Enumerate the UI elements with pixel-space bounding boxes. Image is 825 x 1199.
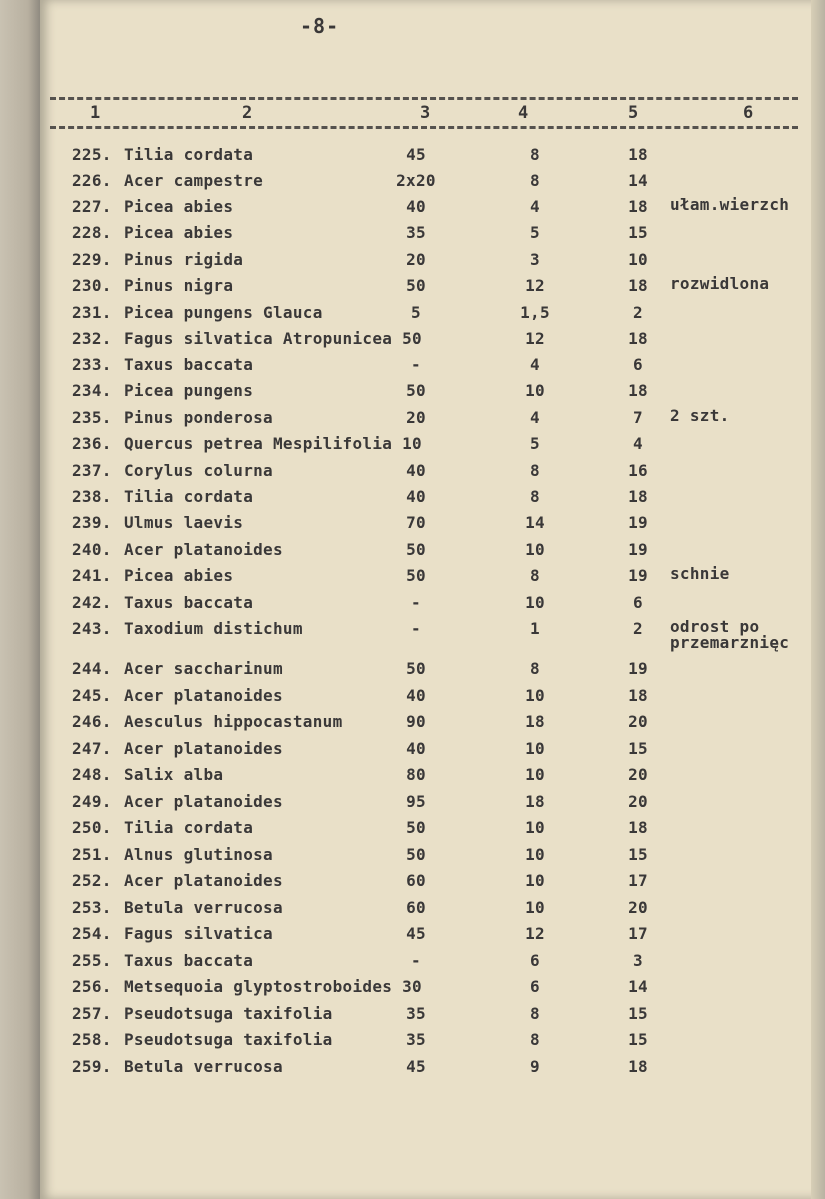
value-col-3: 40 xyxy=(406,686,426,705)
species-name: Tilia cordata xyxy=(124,145,254,164)
value-col-4: 8 xyxy=(530,461,540,480)
row-number: 259. xyxy=(72,1057,112,1076)
table-row xyxy=(0,845,825,871)
value-col-3: - xyxy=(411,355,421,374)
row-number: 233. xyxy=(72,355,112,374)
value-col-3: 60 xyxy=(406,898,426,917)
value-col-4: 1,5 xyxy=(520,303,550,322)
table-row xyxy=(0,765,825,791)
row-number: 226. xyxy=(72,171,112,190)
value-col-3: 95 xyxy=(406,792,426,811)
value-col-3: 40 xyxy=(406,461,426,480)
species-name: Taxus baccata xyxy=(124,593,254,612)
row-number: 242. xyxy=(72,593,112,612)
value-col-3: - xyxy=(411,619,421,638)
value-col-5: 16 xyxy=(628,461,648,480)
value-col-5: 20 xyxy=(628,765,648,784)
species-name: Picea abies xyxy=(124,566,234,585)
value-col-5: 20 xyxy=(628,712,648,731)
species-name: Picea pungens xyxy=(124,381,254,400)
value-col-3: 80 xyxy=(406,765,426,784)
table-row xyxy=(0,197,825,223)
header-col-2: 2 xyxy=(242,103,253,123)
table-row xyxy=(0,171,825,197)
species-name: Corylus colurna xyxy=(124,461,273,480)
value-col-5: 15 xyxy=(628,739,648,758)
value-col-3: 35 xyxy=(406,1030,426,1049)
species-name: Taxus baccata xyxy=(124,951,254,970)
row-number: 256. xyxy=(72,977,112,996)
table-row xyxy=(0,617,825,652)
value-col-4: 10 xyxy=(525,845,545,864)
species-name: Tilia cordata xyxy=(124,818,254,837)
row-number: 232. xyxy=(72,329,112,348)
row-number: 239. xyxy=(72,513,112,532)
species-name: Pinus ponderosa xyxy=(124,408,273,427)
value-col-4: 10 xyxy=(525,593,545,612)
species-name: Acer platanoides xyxy=(124,686,283,705)
value-col-5: 18 xyxy=(628,329,648,348)
remark: schnie xyxy=(670,564,730,583)
value-col-3: - xyxy=(411,951,421,970)
value-col-3: 20 xyxy=(406,250,426,269)
value-col-4: 8 xyxy=(530,145,540,164)
value-col-3: 50 xyxy=(406,276,426,295)
page-number: -8- xyxy=(300,14,340,38)
value-col-4: 4 xyxy=(530,408,540,427)
value-col-5: 18 xyxy=(628,818,648,837)
value-col-5: 18 xyxy=(628,197,648,216)
row-number: 240. xyxy=(72,540,112,559)
species-name: Pinus nigra xyxy=(124,276,234,295)
value-col-3: 50 xyxy=(406,381,426,400)
value-col-4: 8 xyxy=(530,1030,540,1049)
row-number: 243. xyxy=(72,619,112,638)
header-col-3: 3 xyxy=(420,103,431,123)
species-name: Picea abies xyxy=(124,223,234,242)
table-row xyxy=(0,871,825,897)
value-col-3: 40 xyxy=(406,487,426,506)
species-name: Salix alba xyxy=(124,765,224,784)
value-col-5: 7 xyxy=(633,408,643,427)
value-col-4: 10 xyxy=(525,871,545,890)
species-name: Ulmus laevis xyxy=(124,513,244,532)
value-col-3: 35 xyxy=(406,223,426,242)
row-number: 255. xyxy=(72,951,112,970)
value-col-5: 17 xyxy=(628,924,648,943)
table-row xyxy=(0,145,825,171)
value-col-5: 19 xyxy=(628,566,648,585)
value-col-5: 20 xyxy=(628,898,648,917)
value-col-4: 1 xyxy=(530,619,540,638)
row-number: 248. xyxy=(72,765,112,784)
table-row xyxy=(0,739,825,765)
value-col-4: 14 xyxy=(525,513,545,532)
row-number: 238. xyxy=(72,487,112,506)
row-number: 241. xyxy=(72,566,112,585)
value-col-5: 18 xyxy=(628,381,648,400)
species-name: Picea pungens Glauca xyxy=(124,303,323,322)
value-col-3: 50 xyxy=(406,818,426,837)
row-number: 247. xyxy=(72,739,112,758)
value-col-5: 2 xyxy=(633,303,643,322)
value-col-3: 60 xyxy=(406,871,426,890)
value-col-4: 3 xyxy=(530,250,540,269)
value-col-3: 20 xyxy=(406,408,426,427)
value-col-5: 18 xyxy=(628,276,648,295)
value-col-5: 14 xyxy=(628,977,648,996)
species-name: Pinus rigida xyxy=(124,250,244,269)
value-col-4: 10 xyxy=(525,739,545,758)
value-col-4: 4 xyxy=(530,197,540,216)
value-col-4: 6 xyxy=(530,977,540,996)
table-row xyxy=(0,1057,825,1083)
value-col-3: 45 xyxy=(406,924,426,943)
table-row xyxy=(0,461,825,487)
row-number: 234. xyxy=(72,381,112,400)
value-col-3: 70 xyxy=(406,513,426,532)
species-name: Fagus silvatica Atropunicea 50 xyxy=(124,329,422,348)
table-row xyxy=(0,513,825,539)
table-row xyxy=(0,712,825,738)
row-number: 235. xyxy=(72,408,112,427)
row-number: 228. xyxy=(72,223,112,242)
value-col-4: 5 xyxy=(530,223,540,242)
table-row xyxy=(0,250,825,276)
value-col-4: 10 xyxy=(525,540,545,559)
species-name: Acer platanoides xyxy=(124,792,283,811)
table-row xyxy=(0,355,825,381)
species-name: Acer saccharinum xyxy=(124,659,283,678)
value-col-3: 90 xyxy=(406,712,426,731)
value-col-4: 12 xyxy=(525,924,545,943)
value-col-5: 18 xyxy=(628,145,648,164)
value-col-4: 12 xyxy=(525,276,545,295)
row-number: 237. xyxy=(72,461,112,480)
table-header-rule xyxy=(50,126,798,129)
header-col-4: 4 xyxy=(518,103,529,123)
table-row xyxy=(0,686,825,712)
row-number: 229. xyxy=(72,250,112,269)
value-col-4: 10 xyxy=(525,686,545,705)
table-row xyxy=(0,381,825,407)
value-col-4: 8 xyxy=(530,487,540,506)
species-name: Picea abies xyxy=(124,197,234,216)
species-name: Alnus glutinosa xyxy=(124,845,273,864)
row-number: 253. xyxy=(72,898,112,917)
value-col-4: 10 xyxy=(525,818,545,837)
table-row xyxy=(0,898,825,924)
table-row xyxy=(0,593,825,619)
row-number: 252. xyxy=(72,871,112,890)
value-col-4: 6 xyxy=(530,951,540,970)
remark: 2 szt. xyxy=(670,406,730,425)
species-name: Fagus silvatica xyxy=(124,924,273,943)
value-col-4: 10 xyxy=(525,381,545,400)
table-row xyxy=(0,659,825,685)
value-col-3: 45 xyxy=(406,145,426,164)
value-col-3: 50 xyxy=(406,566,426,585)
value-col-3: 40 xyxy=(406,197,426,216)
table-row xyxy=(0,977,825,1003)
table-row xyxy=(0,303,825,329)
value-col-3: 50 xyxy=(406,845,426,864)
value-col-4: 5 xyxy=(530,434,540,453)
table-row xyxy=(0,1004,825,1030)
value-col-5: 6 xyxy=(633,355,643,374)
value-col-5: 15 xyxy=(628,1030,648,1049)
species-name: Acer platanoides xyxy=(124,739,283,758)
table-row xyxy=(0,434,825,460)
remark: odrost po przemarznięc xyxy=(670,617,790,652)
value-col-4: 8 xyxy=(530,171,540,190)
row-number: 254. xyxy=(72,924,112,943)
header-col-1: 1 xyxy=(90,103,101,123)
row-number: 227. xyxy=(72,197,112,216)
row-number: 249. xyxy=(72,792,112,811)
table-row xyxy=(0,566,825,592)
species-name: Taxodium distichum xyxy=(124,619,303,638)
row-number: 246. xyxy=(72,712,112,731)
value-col-5: 18 xyxy=(628,487,648,506)
row-number: 236. xyxy=(72,434,112,453)
value-col-3: - xyxy=(411,593,421,612)
value-col-5: 14 xyxy=(628,171,648,190)
value-col-4: 10 xyxy=(525,898,545,917)
value-col-3: 2x20 xyxy=(396,171,436,190)
table-row xyxy=(0,951,825,977)
species-name: Betula verrucosa xyxy=(124,898,283,917)
value-col-4: 10 xyxy=(525,765,545,784)
value-col-3: 45 xyxy=(406,1057,426,1076)
value-col-5: 19 xyxy=(628,540,648,559)
value-col-4: 18 xyxy=(525,792,545,811)
value-col-5: 15 xyxy=(628,1004,648,1023)
value-col-3: 50 xyxy=(406,659,426,678)
table-row xyxy=(0,223,825,249)
value-col-5: 19 xyxy=(628,513,648,532)
row-number: 250. xyxy=(72,818,112,837)
species-name: Betula verrucosa xyxy=(124,1057,283,1076)
value-col-5: 19 xyxy=(628,659,648,678)
species-name: Pseudotsuga taxifolia xyxy=(124,1004,333,1023)
species-name: Aesculus hippocastanum xyxy=(124,712,343,731)
value-col-5: 17 xyxy=(628,871,648,890)
row-number: 251. xyxy=(72,845,112,864)
remark: ułam.wierzch xyxy=(670,195,790,214)
species-name: Quercus petrea Mespilifolia 10 xyxy=(124,434,422,453)
table-row xyxy=(0,540,825,566)
value-col-3: 35 xyxy=(406,1004,426,1023)
value-col-5: 18 xyxy=(628,1057,648,1076)
row-number: 244. xyxy=(72,659,112,678)
value-col-4: 8 xyxy=(530,566,540,585)
header-col-5: 5 xyxy=(628,103,639,123)
table-row xyxy=(0,487,825,513)
row-number: 230. xyxy=(72,276,112,295)
row-number: 231. xyxy=(72,303,112,322)
remark: rozwidlona xyxy=(670,274,770,293)
value-col-4: 9 xyxy=(530,1057,540,1076)
table-row xyxy=(0,924,825,950)
table-row xyxy=(0,818,825,844)
table-row xyxy=(0,408,825,434)
table-row xyxy=(0,1030,825,1056)
table-row xyxy=(0,329,825,355)
value-col-5: 20 xyxy=(628,792,648,811)
value-col-5: 10 xyxy=(628,250,648,269)
species-name: Taxus baccata xyxy=(124,355,254,374)
value-col-5: 18 xyxy=(628,686,648,705)
value-col-3: 5 xyxy=(411,303,421,322)
row-number: 258. xyxy=(72,1030,112,1049)
row-number: 225. xyxy=(72,145,112,164)
species-name: Acer campestre xyxy=(124,171,264,190)
value-col-5: 15 xyxy=(628,845,648,864)
species-name: Pseudotsuga taxifolia xyxy=(124,1030,333,1049)
value-col-4: 18 xyxy=(525,712,545,731)
header-col-6: 6 xyxy=(743,103,754,123)
table-row xyxy=(0,276,825,302)
value-col-5: 4 xyxy=(633,434,643,453)
value-col-3: 50 xyxy=(406,540,426,559)
value-col-5: 15 xyxy=(628,223,648,242)
value-col-4: 12 xyxy=(525,329,545,348)
table-row xyxy=(0,792,825,818)
value-col-5: 6 xyxy=(633,593,643,612)
value-col-4: 8 xyxy=(530,659,540,678)
species-name: Tilia cordata xyxy=(124,487,254,506)
row-number: 257. xyxy=(72,1004,112,1023)
row-number: 245. xyxy=(72,686,112,705)
value-col-3: 40 xyxy=(406,739,426,758)
species-name: Metsequoia glyptostroboides 30 xyxy=(124,977,422,996)
species-name: Acer platanoides xyxy=(124,871,283,890)
value-col-5: 2 xyxy=(633,619,643,638)
value-col-4: 4 xyxy=(530,355,540,374)
value-col-4: 8 xyxy=(530,1004,540,1023)
value-col-5: 3 xyxy=(633,951,643,970)
table-top-rule xyxy=(50,97,798,100)
species-name: Acer platanoides xyxy=(124,540,283,559)
